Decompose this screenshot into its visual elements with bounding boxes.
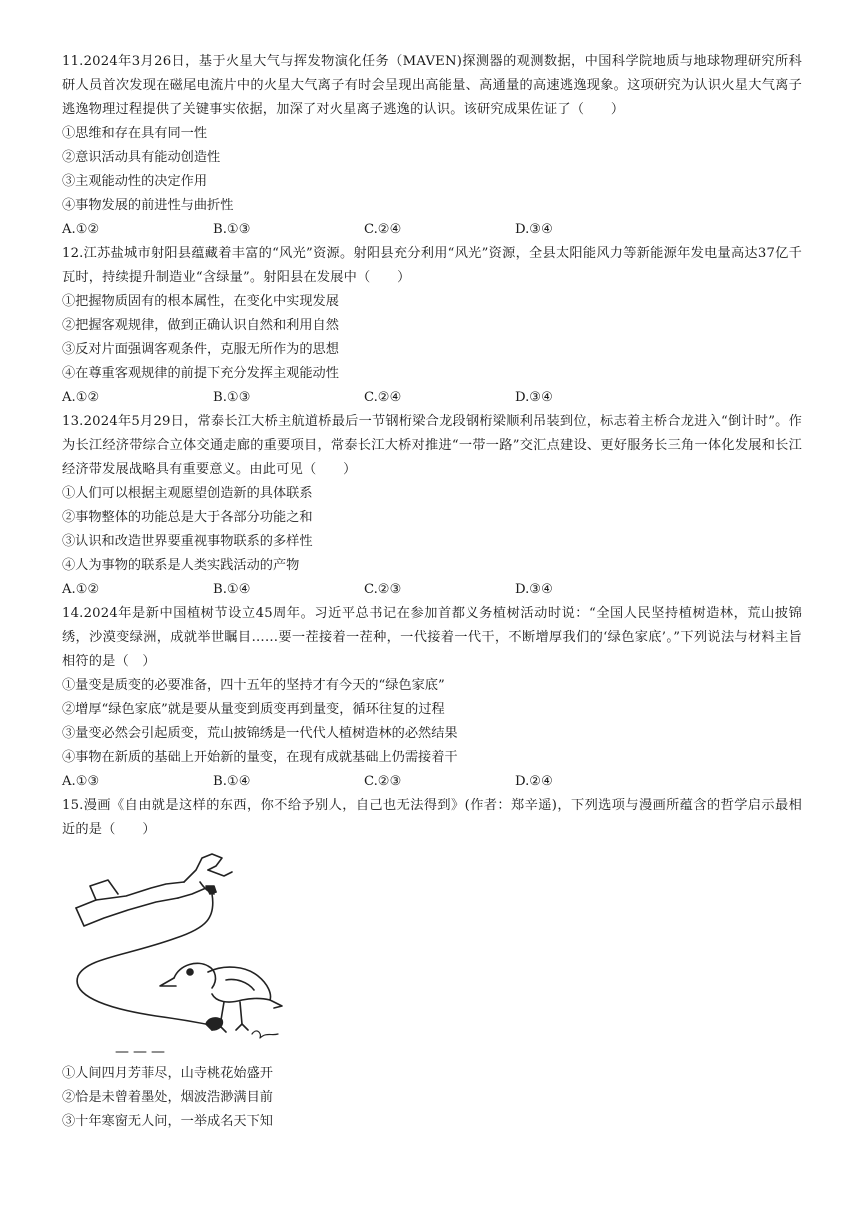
- choice-b[interactable]: B.①④: [213, 582, 251, 597]
- question-14: [62, 602, 802, 794]
- choice-a[interactable]: A.①②: [62, 582, 100, 597]
- statement-3: ③反对片面强调客观条件，克服无所作为的思想: [62, 342, 339, 357]
- statement-2: ②意识活动具有能动创造性: [62, 150, 221, 165]
- answer-choices: [62, 578, 802, 602]
- statement-1: ①量变是质变的必要准备，四十五年的坚持才有今天的“绿色家底”: [62, 678, 445, 693]
- statement-2: ②增厚“绿色家底”就是要从量变到质变再到量变，循环往复的过程: [62, 702, 445, 717]
- statement-4: ④事物发展的前进性与曲折性: [62, 198, 234, 213]
- statement-2: ②把握客观规律，做到正确认识自然和利用自然: [62, 318, 339, 333]
- question-stem: 14.2024年是新中国植树节设立45周年。习近平总书记在参加首都义务植树活动时说：“全国人民坚持植树造林，荒山披锦绣，沙漠变绿洲，成就举世瞩目……要一茬接着一茬种，一代接着一代干，不断增厚我们的‘绿色家底’。”下列说法与材料主旨相符的是（ ）: [62, 606, 802, 669]
- cartoon-illustration: [56, 848, 296, 1058]
- choice-c[interactable]: C.②④: [364, 222, 402, 237]
- question-15: [62, 794, 802, 1134]
- statement-1: ①思维和存在具有同一性: [62, 126, 208, 141]
- statement-4: ④在尊重客观规律的前提下充分发挥主观能动性: [62, 366, 339, 381]
- question-stem: 12.江苏盐城市射阳县蕴藏着丰富的“风光”资源。射阳县充分利用“风光”资源，全县太阳能风力等新能源年发电量高达37亿千瓦时，持续提升制造业“含绿量”。射阳县在发展中（ ）: [62, 246, 802, 285]
- choice-d[interactable]: D.③④: [515, 222, 553, 237]
- question-stem: 15.漫画《自由就是这样的东西，你不给予别人，自己也无法得到》(作者：郑辛遥)，下列选项与漫画所蕴含的哲学启示最相近的是（ ）: [62, 798, 802, 837]
- choice-c[interactable]: C.②④: [364, 390, 402, 405]
- choice-d[interactable]: D.②④: [515, 774, 553, 789]
- question-12: [62, 242, 802, 410]
- choice-c[interactable]: C.②③: [364, 774, 402, 789]
- statement-3: ③量变必然会引起质变，荒山披锦绣是一代代人植树造林的必然结果: [62, 726, 458, 741]
- choice-a[interactable]: A.①②: [62, 222, 100, 237]
- choice-b[interactable]: B.①④: [213, 774, 251, 789]
- question-stem: 13.2024年5月29日，常泰长江大桥主航道桥最后一节钢桁梁合龙段钢桁梁顺利吊装到位，标志着主桥合龙进入“倒计时”。作为长江经济带综合立体交通走廊的重要项目，常泰长江大桥对推进“一带一路”交汇点建设、更好服务长三角一体化发展和长江经济带发展战略具有重要意义。由此可见（ ）: [62, 414, 802, 477]
- choice-d[interactable]: D.③④: [515, 390, 553, 405]
- answer-choices: [62, 770, 802, 794]
- choice-c[interactable]: C.②③: [364, 582, 402, 597]
- choice-b[interactable]: B.①③: [213, 222, 251, 237]
- statement-3: ③十年寒窗无人问，一举成名天下知: [62, 1114, 273, 1129]
- statement-2: ②事物整体的功能总是大于各部分功能之和: [62, 510, 313, 525]
- statement-1: ①人间四月芳菲尽，山寺桃花始盛开: [62, 1066, 273, 1081]
- choice-b[interactable]: B.①③: [213, 390, 251, 405]
- statement-4: ④人为事物的联系是人类实践活动的产物: [62, 558, 300, 573]
- question-13: [62, 410, 802, 602]
- statement-1: ①把握物质固有的根本属性，在变化中实现发展: [62, 294, 339, 309]
- choice-a[interactable]: A.①②: [62, 390, 100, 405]
- statement-4: ④事物在新质的基础上开始新的量变，在现有成就基础上仍需接着干: [62, 750, 458, 765]
- choice-d[interactable]: D.③④: [515, 582, 553, 597]
- cartoon-kite-man-bird-icon: [56, 848, 296, 1058]
- statement-3: ③认识和改造世界要重视事物联系的多样性: [62, 534, 313, 549]
- answer-choices: [62, 218, 802, 242]
- answer-choices: [62, 386, 802, 410]
- statement-1: ①人们可以根据主观愿望创造新的具体联系: [62, 486, 313, 501]
- question-11: [62, 50, 802, 242]
- choice-a[interactable]: A.①③: [62, 774, 100, 789]
- exam-page: [62, 50, 802, 1134]
- statement-3: ③主观能动性的决定作用: [62, 174, 208, 189]
- statement-2: ②恰是未曾着墨处，烟波浩渺满目前: [62, 1090, 273, 1105]
- question-stem: 11.2024年3月26日，基于火星大气与挥发物演化任务（MAVEN)探测器的观测数据，中国科学院地质与地球物理研究所科研人员首次发现在磁尾电流片中的火星大气离子有时会呈现出高能量、高通量的高速逃逸现象。这项研究为认识火星大气离子逃逸物理过程提供了关键事实依据，加深了对火星离子逃逸的认识。该研究成果佐证了（ ）: [62, 54, 802, 117]
